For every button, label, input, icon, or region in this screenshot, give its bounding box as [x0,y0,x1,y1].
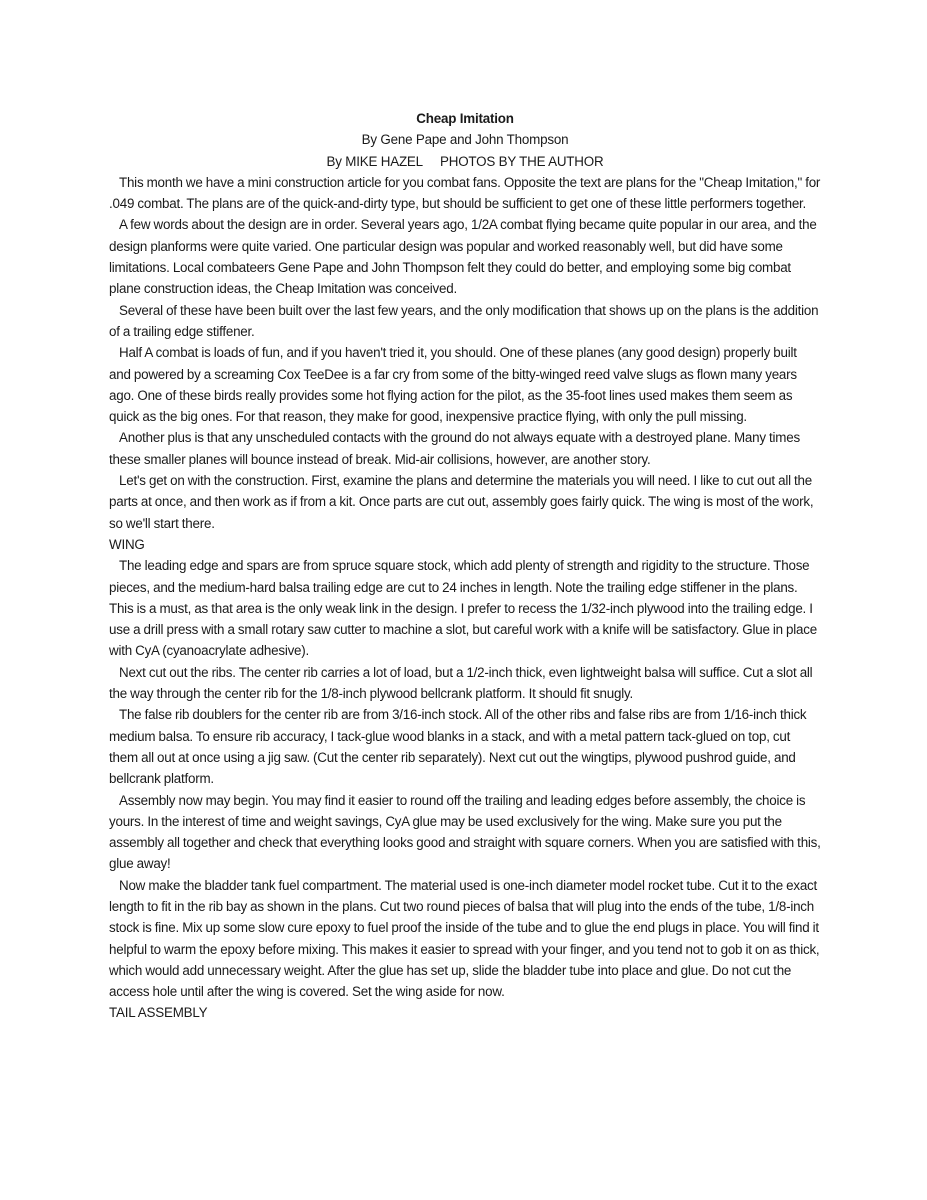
paragraph-intro-4: Half A combat is loads of fun, and if you haven't tried it, you should. One of these planes (any good design) properly built and powered by a screaming Cox TeeDee is a far cry from some of the bitty-winged reed valve slugs as flown many years ago. One of these birds really provides some hot flying action for the pilot, as the 35-foot lines used makes them seem as quick as the big ones. For that reason, they make for good, inexpensive practice flying, with only the pull missing. [109,345,797,425]
paragraph-intro-1: This month we have a mini construction article for you combat fans. Opposite the text are plans for the "Cheap Imitation," for .049 combat. The plans are of the quick-and-dirty type, but should be sufficient to get one of these little performers together. [109,174,821,212]
paragraph-wing-4: Assembly now may begin. You may find it easier to round off the trailing and leading edges before assembly, the choice is yours. In the interest of time and weight savings, CyA glue may be used exclusively for the wing. Make sure you put the assembly all together and check that everything looks good and straight with square corners. When you are satisfied with this, glue away! [109,792,821,872]
article-authors: By Gene Pape and John Thompson [361,132,569,148]
paragraph-intro-3: Several of these have been built over the last few years, and the only modification that shows up on the plans is the addition of a trailing edge stiffener. [109,302,819,339]
paragraph-wing-3: The false rib doublers for the center rib are from 3/16-inch stock. All of the other ribs and false ribs are from 1/16-inch thick medium balsa. To ensure rib accuracy, I tack-glue wood blanks in a stack, and with a metal pattern tack-glued on top, cut them all out at once using a jig saw. (Cut the center rib separately). Next cut out the wingtips, plywood pushrod guide, and bellcrank platform. [109,707,807,787]
section-heading-wing: WING [109,536,145,552]
paragraph-wing-2: Next cut out the ribs. The center rib carries a lot of load, but a 1/2-inch thick, even lightweight balsa will suffice. Cut a slot all the way through the center rib for the 1/8-inch plywood bellcrank platform. It should fit snugly. [109,664,813,702]
section-heading-tail-assembly: TAIL ASSEMBLY [109,1005,208,1021]
paragraph-intro-5: Another plus is that any unscheduled contacts with the ground do not always equate with a destroyed plane. Many times these smaller planes will bounce instead of break. Mid-air collisions, however, are another story. [109,430,800,467]
paragraph-intro-6: Let's get on with the construction. First, examine the plans and determine the materials you will need. I like to cut out all the parts at once, and then work as if from a kit. Once parts are cut out, assembly goes fairly quick. The wing is most of the work, so we'll start there. [109,473,814,531]
document-page [109,108,821,1024]
article-title: Cheap Imitation [416,111,514,126]
paragraph-intro-2: A few words about the design are in order. Several years ago, 1/2A combat flying became quite popular in our area, and the design planforms were quite varied. One particular design was popular and worked reasonably well, but did have some limitations. Local combateers Gene Pape and John Thompson felt they could do better, and employing some big combat plane construction ideas, the Cheap Imitation was conceived. [109,217,817,297]
article-credit: By MIKE HAZEL PHOTOS BY THE AUTHOR [326,153,604,169]
paragraph-wing-5: Now make the bladder tank fuel compartment. The material used is one-inch diameter model rocket tube. Cut it to the exact length to fit in the rib bay as shown in the plans. Cut two round pieces of balsa that will plug into the ends of the tube, 1/8-inch stock is fine. Mix up some slow cure epoxy to fuel proof the inside of the tube and to glue the end plugs in place. You will find it helpful to warm the epoxy before mixing. This makes it easier to spread with your finger, and you tend not to gob it on as thick, which would add unnecessary weight. After the glue has set up, slide the bladder tube into place and glue. Do not cut the access hole until after the wing is covered. Set the wing aside for now. [109,877,820,1000]
paragraph-wing-1: The leading edge and spars are from spruce square stock, which add plenty of strength and rigidity to the structure. Those pieces, and the medium-hard balsa trailing edge are cut to 24 inches in length. Note the trailing edge stiffener in the plans. This is a must, as that area is the only weak link in the design. I prefer to recess the 1/32-inch plywood into the trailing edge. I use a drill press with a small rotary saw cutter to machine a slot, but careful work with a knife will be satisfactory. Glue in place with CyA (cyanoacrylate adhesive). [109,558,817,659]
